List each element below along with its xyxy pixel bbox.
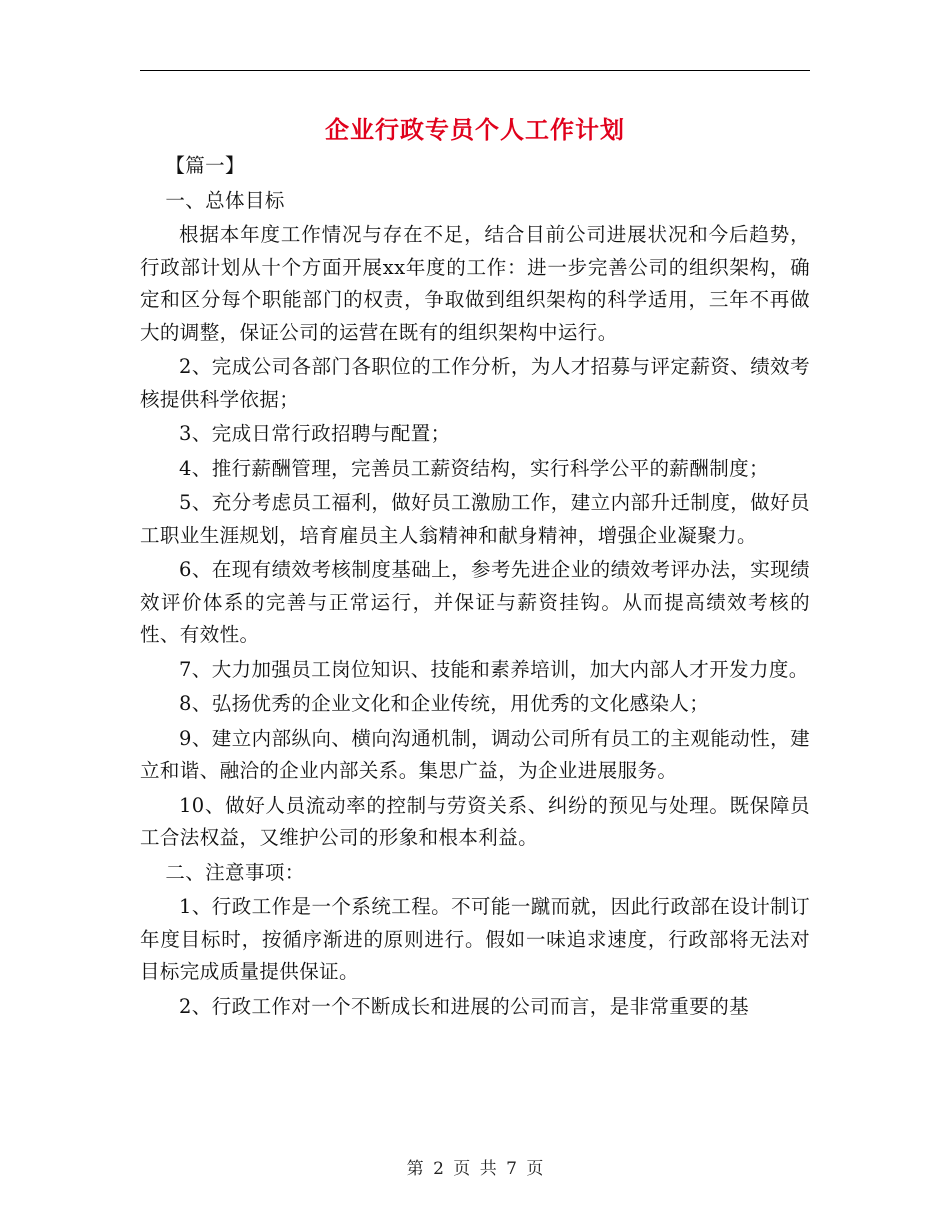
heading-notes: 二、注意事项： (165, 860, 305, 884)
paragraph: 2、行政工作对一个不断成长和进展的公司而言，是非常重要的基 (179, 994, 750, 1018)
paragraph: 5、充分考虑员工福利，做好员工激励工作，建立内部升迁制度，做好员工职业生涯规划，培育雇员主人翁精神和献身精神，增强企业凝聚力。 (140, 491, 810, 547)
paragraph: 2、完成公司各部门各职位的工作分析，为人才招募与评定薪资、绩效考核提供科学依据； (140, 355, 810, 411)
paragraph: 8、弘扬优秀的企业文化和企业传统，用优秀的文化感染人； (179, 692, 710, 715)
paragraph: 根据本年度工作情况与存在不足，结合目前公司进展状况和今后趋势，行政部计划从十个方面开展xx年度的工作：进一步完善公司的组织架构，确定和区分每个职能部门的权责，争取做到组织架构的科学适用，三年不再做大的调整，保证公司的运营在既有的组织架构中运行。 (140, 223, 810, 344)
section-marker: 【篇一】 (165, 154, 245, 177)
document-body (140, 150, 810, 1025)
paragraph: 10、做好人员流动率的控制与劳资关系、纠纷的预见与处理。既保障员工合法权益，又维护公司的形象和根本利益。 (140, 793, 810, 849)
paragraph: 3、完成日常行政招聘与配置； (179, 422, 451, 445)
paragraph: 1、行政工作是一个系统工程。不可能一蹴而就，因此行政部在设计制订年度目标时，按循序渐进的原则进行。假如一味追求速度，行政部将无法对目标完成质量提供保证。 (140, 895, 810, 983)
paragraph: 6、在现有绩效考核制度基础上，参考先进企业的绩效考评办法，实现绩效评价体系的完善与正常运行，并保证与薪资挂钩。从而提高绩效考核的性、有效性。 (140, 558, 810, 646)
paragraph: 9、建立内部纵向、横向沟通机制，调动公司所有员工的主观能动性，建立和谐、融洽的企业内部关系。集思广益，为企业进展服务。 (140, 726, 810, 782)
page-number: 第 2 页 共 7 页 (406, 1159, 544, 1179)
paragraph: 7、大力加强员工岗位知识、技能和素养培训，加大内部人才开发力度。 (179, 657, 809, 681)
document-title: 企业行政专员个人工作计划 (325, 115, 625, 144)
header-rule (140, 70, 810, 71)
paragraph: 4、推行薪酬管理，完善员工薪资结构，实行科学公平的薪酬制度； (179, 456, 769, 480)
heading-overall-goal: 一、总体目标 (165, 188, 285, 212)
